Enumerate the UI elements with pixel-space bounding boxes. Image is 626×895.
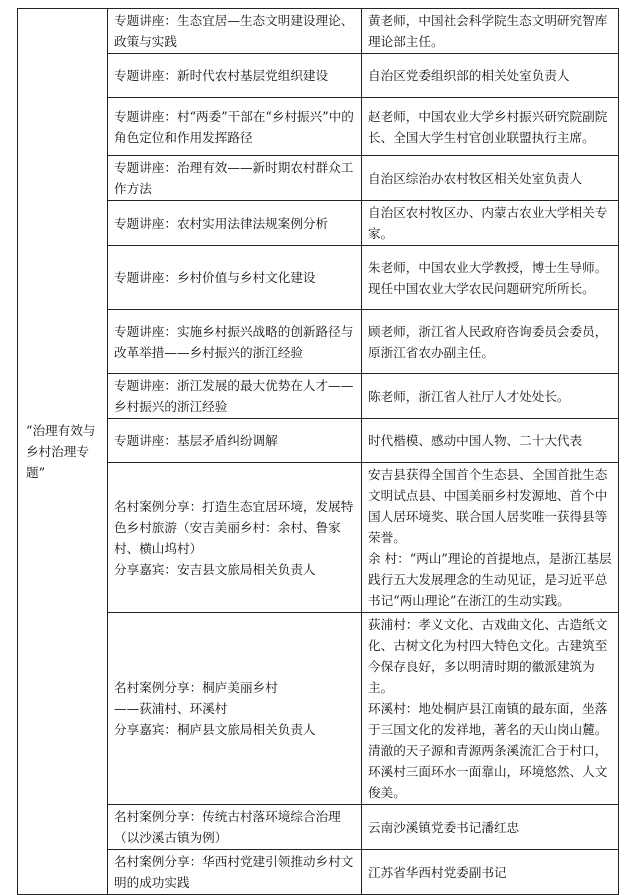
topic-cell: 专题讲座：治理有效——新时期农村群众工作方法 — [108, 156, 362, 201]
table-row — [18, 156, 619, 201]
speaker-cell: 陈老师，浙江省人社厅人才处处长。 — [362, 374, 619, 419]
case-topic: 名村案例分享：桐庐美丽乡村 — [114, 680, 278, 695]
speaker-cell: 赵老师，中国农业大学乡村振兴研究院副院长、全国大学生村官创业联盟执行主席。 — [362, 98, 619, 156]
speaker-cell: 时代楷模、感动中国人物、二十大代表 — [362, 419, 619, 463]
case-villages: ——荻浦村、环溪村 — [114, 701, 228, 716]
table-row — [18, 850, 619, 895]
speaker-cell — [362, 463, 619, 613]
table-row — [18, 613, 619, 805]
case-guest: 分享嘉宾：桐庐县文旅局相关负责人 — [114, 722, 316, 737]
topic-cell: 专题讲座：乡村价值与乡村文化建设 — [108, 246, 362, 310]
speaker-cell: 云南沙溪镇党委书记潘红忠 — [362, 805, 619, 850]
speaker-cell: 朱老师，中国农业大学教授，博士生导师。现任中国农业大学农民问题研究所所长。 — [362, 246, 619, 310]
topic-cell: 专题讲座：实施乡村振兴战略的创新路径与改革举措——乡村振兴的浙江经验 — [108, 310, 362, 374]
table-row — [18, 98, 619, 156]
table-row — [18, 201, 619, 246]
topic-cell — [108, 613, 362, 805]
table-row — [18, 463, 619, 613]
topic-cell: 专题讲座：基层矛盾纠纷调解 — [108, 419, 362, 463]
table-row — [18, 246, 619, 310]
topic-cell: 专题讲座：农村实用法律法规案例分析 — [108, 201, 362, 246]
speaker-cell: 黄老师，中国社会科学院生态文明研究智库理论部主任。 — [362, 9, 619, 54]
topic-cell: 名村案例分享：传统古村落环境综合治理（以沙溪古镇为例） — [108, 805, 362, 850]
speaker-cell — [362, 613, 619, 805]
topic-cell — [108, 463, 362, 613]
case-intro: 荻浦村：孝义文化、古戏曲文化、古造纸文化、古树文化为村四大特色文化。古建筑至今保存良好，多以明清时期的徽派建筑为主。 — [368, 617, 608, 695]
topic-cell: 名村案例分享：华西村党建引领推动乡村文明的成功实践 — [108, 850, 362, 895]
table-row — [18, 805, 619, 850]
table-row — [18, 310, 619, 374]
theme-cell: “治理有效与乡村治理专题” — [18, 9, 108, 895]
speaker-cell: 自治区农村牧区办、内蒙古农业大学相关专家。 — [362, 201, 619, 246]
case-detail: 余 村：“两山”理论的首提地点，是浙江基层践行五大发展理念的生动见证，是习近平总书记“两山理论”在浙江的生动实践。 — [368, 551, 612, 608]
topic-cell: 专题讲座：村“两委”干部在“乡村振兴”中的角色定位和作用发挥路径 — [108, 98, 362, 156]
table-row — [18, 9, 619, 54]
case-intro: 安吉县获得全国首个生态县、全国首批生态文明试点县、中国美丽乡村发源地、首个中国人居环境奖、联合国人居奖唯一获得县等荣誉。 — [368, 467, 608, 545]
table-row — [18, 54, 619, 98]
topic-cell: 专题讲座：生态宜居—生态文明建设理论、政策与实践 — [108, 9, 362, 54]
case-detail: 环溪村：地处桐庐县江南镇的最东面，坐落于三国文化的发祥地，著名的天山岗山麓。清澈的天子源和青源两条溪流汇合于村口，环溪村三面环水一面靠山，环境悠然、人文俊美。 — [368, 701, 608, 800]
schedule-table — [17, 8, 619, 895]
case-topic: 名村案例分享：打造生态宜居环境，发展特色乡村旅游（安吉美丽乡村：余村、鲁家村、横山坞村） — [114, 498, 354, 556]
speaker-cell: 自治区综治办农村牧区相关处室负责人 — [362, 156, 619, 201]
table-row — [18, 419, 619, 463]
case-guest: 分享嘉宾：安吉县文旅局相关负责人 — [114, 561, 316, 577]
speaker-cell: 自治区党委组织部的相关处室负责人 — [362, 54, 619, 98]
table-row — [18, 374, 619, 419]
speaker-cell: 顾老师，浙江省人民政府咨询委员会委员，原浙江省农办副主任。 — [362, 310, 619, 374]
topic-cell: 专题讲座：浙江发展的最大优势在人才——乡村振兴的浙江经验 — [108, 374, 362, 419]
topic-cell: 专题讲座：新时代农村基层党组织建设 — [108, 54, 362, 98]
speaker-cell: 江苏省华西村党委副书记 — [362, 850, 619, 895]
